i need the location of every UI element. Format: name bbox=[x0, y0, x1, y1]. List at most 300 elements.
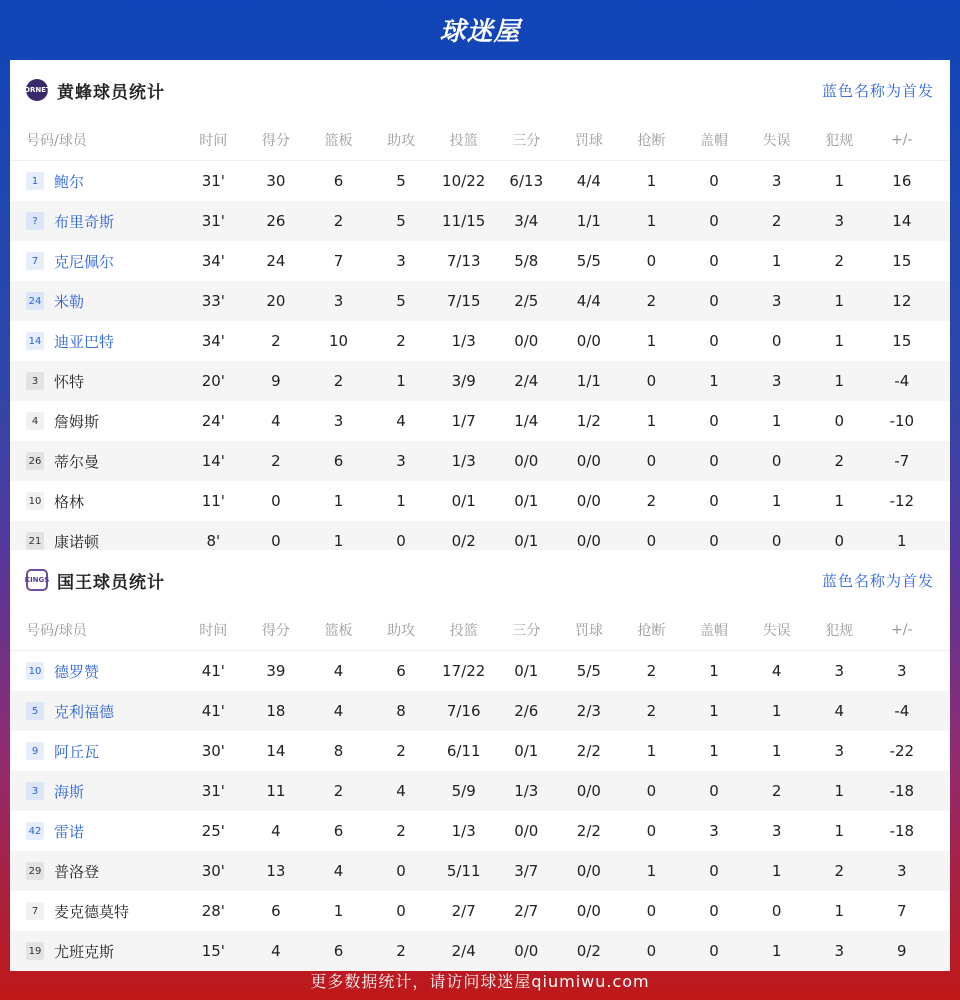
stat-cell: 0 bbox=[646, 452, 657, 470]
stat-cell: 1/3 bbox=[514, 782, 539, 800]
stat-cell: 0 bbox=[396, 902, 406, 920]
stat-cell: 1/3 bbox=[451, 452, 476, 470]
stat-cell: 8' bbox=[206, 532, 221, 550]
stat-cell: 2 bbox=[333, 782, 344, 800]
hornets-logo-icon: HORNETS bbox=[26, 79, 48, 101]
stat-cell: 1/4 bbox=[514, 412, 539, 430]
stat-cell: 6 bbox=[333, 172, 344, 190]
stat-cell: 34' bbox=[201, 332, 225, 350]
stat-cell: 2/6 bbox=[514, 702, 539, 720]
stat-cell: 1 bbox=[834, 332, 844, 350]
stat-cell: 1 bbox=[834, 372, 844, 390]
stat-cell: 0 bbox=[834, 532, 844, 550]
stat-cell: 7 bbox=[897, 902, 907, 920]
stat-cell: 10 bbox=[328, 332, 349, 350]
site-logo: 球迷屋 bbox=[439, 16, 521, 47]
stat-cell: 4 bbox=[271, 412, 281, 430]
player-row[interactable] bbox=[10, 321, 950, 361]
player-name[interactable]: 雷诺 bbox=[54, 822, 85, 841]
stat-cell: 1 bbox=[709, 742, 719, 760]
player-cell bbox=[10, 331, 182, 352]
stat-cell: 31' bbox=[201, 782, 225, 800]
player-name[interactable]: 德罗赞 bbox=[54, 662, 100, 681]
player-row[interactable] bbox=[10, 891, 950, 931]
stat-cell: 26 bbox=[266, 212, 286, 230]
stat-cell: 2/2 bbox=[576, 742, 601, 760]
stat-cell: 5 bbox=[396, 212, 406, 230]
stat-cell: 1 bbox=[771, 412, 782, 430]
player-name[interactable]: 米勒 bbox=[54, 292, 85, 311]
stat-cell: 0/0 bbox=[514, 822, 539, 840]
stat-cell: 0 bbox=[709, 212, 719, 230]
column-header: 时间 bbox=[199, 623, 228, 639]
stat-cell: 1 bbox=[709, 702, 719, 720]
stat-cell: 0 bbox=[709, 942, 719, 960]
jersey-number: 24 bbox=[26, 292, 44, 310]
section-title: 国王球员统计 bbox=[57, 572, 165, 593]
stat-cell: 6 bbox=[333, 822, 344, 840]
player-name[interactable]: 布里奇斯 bbox=[54, 212, 115, 231]
stat-cell: 3 bbox=[771, 822, 782, 840]
stat-cell: 2/3 bbox=[576, 702, 601, 720]
stat-cell: 5/9 bbox=[451, 782, 476, 800]
stat-cell: 5 bbox=[396, 172, 406, 190]
stat-cell: 5/5 bbox=[576, 252, 601, 270]
jersey-number: 1 bbox=[26, 172, 44, 190]
stat-cell: 15 bbox=[892, 332, 912, 350]
column-header: +/- bbox=[891, 132, 913, 148]
stat-cell: 0/0 bbox=[576, 782, 601, 800]
stat-cell: 0 bbox=[771, 332, 782, 350]
player-row[interactable] bbox=[10, 651, 950, 691]
player-name[interactable]: 阿丘瓦 bbox=[54, 742, 100, 761]
stat-cell: 0 bbox=[709, 172, 719, 190]
column-header: 盖帽 bbox=[700, 623, 729, 639]
starter-note: 蓝色名称为首发 bbox=[821, 571, 934, 590]
player-name[interactable]: 普洛登 bbox=[54, 862, 100, 881]
jersey-number: 3 bbox=[26, 782, 44, 800]
column-header: 时间 bbox=[199, 133, 228, 149]
stat-cell: 3 bbox=[396, 452, 406, 470]
column-header: 犯规 bbox=[825, 623, 854, 639]
stat-cell: 0 bbox=[709, 532, 719, 550]
stat-cell: 1 bbox=[771, 702, 782, 720]
stat-cell: 3 bbox=[771, 292, 782, 310]
player-name[interactable]: 尤班克斯 bbox=[54, 942, 115, 961]
stat-cell: 1/3 bbox=[451, 332, 476, 350]
column-header: 助攻 bbox=[387, 623, 416, 639]
stat-cell: 0 bbox=[646, 372, 657, 390]
stat-cell: 2 bbox=[271, 452, 281, 470]
column-header: 号码/球员 bbox=[26, 623, 87, 639]
section-title: 黄蜂球员统计 bbox=[57, 82, 165, 103]
stat-cell: 24 bbox=[266, 252, 286, 270]
stat-cell: 8 bbox=[333, 742, 344, 760]
stat-cell: 24' bbox=[201, 412, 225, 430]
player-row[interactable] bbox=[10, 201, 950, 241]
stat-cell: 2/4 bbox=[514, 372, 539, 390]
kings-stats-card bbox=[10, 550, 950, 960]
stat-cell: 11/15 bbox=[442, 212, 486, 230]
stat-cell: 7/13 bbox=[446, 252, 481, 270]
stat-cell: 4 bbox=[834, 702, 844, 720]
stat-cell: 6 bbox=[396, 662, 406, 680]
stat-cell: 30 bbox=[266, 172, 286, 190]
stat-cell: 2 bbox=[271, 332, 281, 350]
kings-logo-icon: KINGS bbox=[26, 569, 48, 591]
stat-cell: 0 bbox=[396, 532, 406, 550]
column-header: 失误 bbox=[762, 623, 791, 639]
column-header: 失误 bbox=[762, 133, 791, 149]
stat-cell: 0/0 bbox=[576, 332, 601, 350]
stat-cell: 1/7 bbox=[451, 412, 476, 430]
stat-cell: -18 bbox=[889, 822, 915, 840]
player-name[interactable]: 蒂尔曼 bbox=[54, 452, 100, 471]
column-header: 罚球 bbox=[574, 623, 603, 639]
stat-cell: 5 bbox=[396, 292, 406, 310]
stat-cell: 3 bbox=[771, 172, 782, 190]
jersey-number: 14 bbox=[26, 332, 44, 350]
stat-cell: 3 bbox=[897, 862, 907, 880]
table-header-row bbox=[10, 610, 950, 651]
starter-note: 蓝色名称为首发 bbox=[821, 81, 934, 100]
stat-cell: -22 bbox=[889, 742, 915, 760]
player-row[interactable] bbox=[10, 401, 950, 441]
stat-cell: 1 bbox=[333, 532, 344, 550]
stat-cell: 2 bbox=[333, 372, 344, 390]
stat-cell: 1 bbox=[709, 662, 719, 680]
jersey-number: 7 bbox=[26, 252, 44, 270]
stat-cell: 2 bbox=[396, 332, 406, 350]
stat-cell: 4 bbox=[271, 822, 281, 840]
jersey-number: 29 bbox=[26, 862, 44, 880]
jersey-number: 10 bbox=[26, 662, 44, 680]
stat-cell: 7 bbox=[333, 252, 344, 270]
player-row[interactable] bbox=[10, 851, 950, 891]
column-header: 盖帽 bbox=[700, 133, 729, 149]
stat-cell: 0 bbox=[709, 412, 719, 430]
stat-cell: 2 bbox=[646, 702, 657, 720]
column-header: 篮板 bbox=[324, 133, 353, 149]
column-header: 篮板 bbox=[324, 623, 353, 639]
stat-cell: 2/4 bbox=[451, 942, 476, 960]
stat-cell: 31' bbox=[201, 172, 225, 190]
stat-cell: 7/16 bbox=[446, 702, 481, 720]
jersey-number: 26 bbox=[26, 452, 44, 470]
stat-cell: 5/5 bbox=[576, 662, 601, 680]
stats-table bbox=[10, 610, 950, 971]
player-row[interactable] bbox=[10, 281, 950, 321]
stat-cell: 1 bbox=[396, 492, 406, 510]
stat-cell: 0/0 bbox=[514, 332, 539, 350]
player-name[interactable]: 鲍尔 bbox=[54, 172, 85, 191]
column-header: 抢断 bbox=[637, 133, 666, 149]
player-row[interactable] bbox=[10, 361, 950, 401]
stat-cell: 0/0 bbox=[576, 492, 601, 510]
stat-cell: -10 bbox=[889, 412, 915, 430]
player-row[interactable] bbox=[10, 691, 950, 731]
stat-cell: 18 bbox=[266, 702, 286, 720]
player-cell bbox=[10, 491, 182, 512]
player-row[interactable] bbox=[10, 441, 950, 481]
column-header: 助攻 bbox=[387, 133, 416, 149]
stat-cell: 0 bbox=[646, 902, 657, 920]
stat-cell: 0/0 bbox=[576, 902, 601, 920]
stat-cell: 2/7 bbox=[451, 902, 476, 920]
player-cell bbox=[10, 291, 182, 312]
stat-cell: 14 bbox=[266, 742, 286, 760]
player-row[interactable] bbox=[10, 161, 950, 201]
stat-cell: 0 bbox=[709, 292, 719, 310]
footer-link[interactable]: 更多数据统计，请访问球迷屋qiumiwu.com bbox=[310, 971, 650, 991]
stat-cell: 12 bbox=[892, 292, 912, 310]
stat-cell: 4/4 bbox=[576, 172, 601, 190]
stat-cell: 7/15 bbox=[446, 292, 481, 310]
stat-cell: 2 bbox=[646, 292, 657, 310]
stat-cell: 0/1 bbox=[451, 492, 476, 510]
stat-cell: 20 bbox=[266, 292, 286, 310]
stat-cell: 3/4 bbox=[514, 212, 539, 230]
stat-cell: 9 bbox=[897, 942, 907, 960]
player-name[interactable]: 迪亚巴特 bbox=[54, 332, 115, 351]
stat-cell: 1 bbox=[771, 862, 782, 880]
stat-cell: 0 bbox=[709, 862, 719, 880]
stat-cell: 0 bbox=[709, 452, 719, 470]
player-cell bbox=[10, 171, 182, 192]
stat-cell: 1 bbox=[646, 412, 657, 430]
stat-cell: 0/2 bbox=[451, 532, 476, 550]
player-name[interactable]: 麦克德莫特 bbox=[54, 902, 130, 921]
stat-cell: -7 bbox=[894, 452, 910, 470]
stat-cell: 3/7 bbox=[514, 862, 539, 880]
player-row[interactable] bbox=[10, 771, 950, 811]
stat-cell: 4 bbox=[333, 702, 344, 720]
stat-cell: 1/1 bbox=[576, 212, 601, 230]
section-header bbox=[10, 550, 950, 610]
player-cell bbox=[10, 661, 182, 682]
table-header-row bbox=[10, 120, 950, 161]
stat-cell: 2 bbox=[771, 782, 782, 800]
player-row[interactable] bbox=[10, 481, 950, 521]
stat-cell: 41' bbox=[201, 702, 225, 720]
stat-cell: 2 bbox=[396, 822, 406, 840]
column-header: 得分 bbox=[261, 623, 290, 639]
column-header: 投篮 bbox=[449, 133, 478, 149]
stat-cell: 0 bbox=[709, 252, 719, 270]
column-header: +/- bbox=[891, 622, 913, 638]
stat-cell: 0 bbox=[709, 492, 719, 510]
stat-cell: 1/3 bbox=[451, 822, 476, 840]
stat-cell: 0/1 bbox=[514, 662, 539, 680]
stat-cell: 14 bbox=[892, 212, 912, 230]
stat-cell: 25' bbox=[201, 822, 225, 840]
stat-cell: 1 bbox=[834, 822, 844, 840]
stat-cell: 11' bbox=[201, 492, 225, 510]
stat-cell: 3 bbox=[333, 412, 344, 430]
stat-cell: 2 bbox=[646, 492, 657, 510]
player-cell bbox=[10, 741, 182, 762]
stat-cell: 2 bbox=[834, 862, 844, 880]
stat-cell: 0/0 bbox=[576, 862, 601, 880]
column-header: 得分 bbox=[261, 133, 290, 149]
stat-cell: 28' bbox=[201, 902, 225, 920]
stat-cell: 4 bbox=[333, 862, 344, 880]
column-header: 犯规 bbox=[825, 133, 854, 149]
stat-cell: 0/0 bbox=[576, 452, 601, 470]
player-cell bbox=[10, 941, 182, 962]
stat-cell: 0 bbox=[646, 822, 657, 840]
hornets-stats-card bbox=[10, 60, 950, 550]
stat-cell: 3/9 bbox=[451, 372, 476, 390]
stat-cell: 39 bbox=[266, 662, 286, 680]
stat-cell: 0 bbox=[771, 452, 782, 470]
stat-cell: 2 bbox=[333, 212, 344, 230]
stat-cell: 2 bbox=[396, 742, 406, 760]
stat-cell: 6/11 bbox=[446, 742, 481, 760]
stat-cell: 0 bbox=[709, 902, 719, 920]
jersey-number: 21 bbox=[26, 532, 44, 550]
stat-cell: 1 bbox=[834, 172, 844, 190]
stat-cell: 6/13 bbox=[509, 172, 544, 190]
column-header: 投篮 bbox=[449, 623, 478, 639]
section-header bbox=[10, 60, 950, 120]
stat-cell: 0/1 bbox=[514, 532, 539, 550]
jersey-number: 10 bbox=[26, 492, 44, 510]
column-header: 三分 bbox=[512, 623, 541, 639]
jersey-number: 3 bbox=[26, 372, 44, 390]
stat-cell: 5/11 bbox=[446, 862, 481, 880]
stat-cell: 6 bbox=[333, 942, 344, 960]
stat-cell: 20' bbox=[201, 372, 225, 390]
stat-cell: 3 bbox=[834, 212, 844, 230]
stat-cell: 1 bbox=[646, 862, 657, 880]
stat-cell: 6 bbox=[271, 902, 281, 920]
stat-cell: 1 bbox=[333, 492, 344, 510]
stat-cell: 11 bbox=[266, 782, 286, 800]
player-cell bbox=[10, 781, 182, 802]
player-name[interactable]: 克尼佩尔 bbox=[54, 252, 115, 271]
column-header: 三分 bbox=[512, 133, 541, 149]
player-name[interactable]: 詹姆斯 bbox=[54, 412, 100, 431]
stat-cell: 1 bbox=[771, 492, 782, 510]
stat-cell: 4 bbox=[271, 942, 281, 960]
stat-cell: 5/8 bbox=[514, 252, 539, 270]
player-name[interactable]: 康诺顿 bbox=[54, 532, 100, 551]
jersey-number: 9 bbox=[26, 742, 44, 760]
stat-cell: 0/0 bbox=[514, 452, 539, 470]
stat-cell: 2/2 bbox=[576, 822, 601, 840]
stat-cell: 2/5 bbox=[514, 292, 539, 310]
stat-cell: 0 bbox=[771, 902, 782, 920]
stat-cell: 8 bbox=[396, 702, 406, 720]
stat-cell: 0/1 bbox=[514, 742, 539, 760]
stat-cell: 0 bbox=[709, 332, 719, 350]
stat-cell: 1 bbox=[709, 372, 719, 390]
stat-cell: 0 bbox=[646, 782, 657, 800]
stat-cell: 0/0 bbox=[576, 532, 601, 550]
column-header: 号码/球员 bbox=[26, 133, 87, 149]
jersey-number: 5 bbox=[26, 702, 44, 720]
stat-cell: 0 bbox=[834, 412, 844, 430]
stat-cell: 4/4 bbox=[576, 292, 601, 310]
jersey-number: 7 bbox=[26, 902, 44, 920]
stat-cell: 16 bbox=[892, 172, 912, 190]
stat-cell: 1/1 bbox=[576, 372, 601, 390]
stat-cell: 4 bbox=[333, 662, 344, 680]
column-header: 罚球 bbox=[574, 133, 603, 149]
stat-cell: 2 bbox=[834, 452, 844, 470]
player-cell bbox=[10, 901, 182, 922]
stat-cell: 15' bbox=[201, 942, 225, 960]
stat-cell: 1/2 bbox=[576, 412, 601, 430]
stat-cell: 33' bbox=[201, 292, 225, 310]
stat-cell: 1 bbox=[646, 332, 657, 350]
stat-cell: 3 bbox=[834, 742, 844, 760]
stat-cell: 1 bbox=[834, 782, 844, 800]
player-row[interactable] bbox=[10, 811, 950, 851]
stat-cell: 0 bbox=[271, 492, 281, 510]
stat-cell: -4 bbox=[894, 372, 910, 390]
player-cell bbox=[10, 251, 182, 272]
stat-cell: 1 bbox=[646, 212, 657, 230]
stat-cell: 1 bbox=[771, 742, 782, 760]
stat-cell: 13 bbox=[266, 862, 286, 880]
stat-cell: 3 bbox=[771, 372, 782, 390]
player-name[interactable]: 克利福德 bbox=[54, 702, 115, 721]
stat-cell: 2/7 bbox=[514, 902, 539, 920]
stat-cell: 30' bbox=[201, 742, 225, 760]
player-name[interactable]: 海斯 bbox=[54, 782, 85, 801]
stat-cell: 30' bbox=[201, 862, 225, 880]
jersey-number: 19 bbox=[26, 942, 44, 960]
stat-cell: 1 bbox=[646, 742, 657, 760]
stat-cell: 3 bbox=[709, 822, 719, 840]
stat-cell: 10/22 bbox=[442, 172, 486, 190]
stat-cell: 2 bbox=[646, 662, 657, 680]
player-name[interactable]: 怀特 bbox=[54, 372, 85, 391]
stat-cell: 1 bbox=[834, 292, 844, 310]
stat-cell: 0 bbox=[646, 942, 657, 960]
player-cell bbox=[10, 371, 182, 392]
stat-cell: 17/22 bbox=[442, 662, 486, 680]
stat-cell: 31' bbox=[201, 212, 225, 230]
stat-cell: 1 bbox=[834, 902, 844, 920]
stat-cell: 2 bbox=[771, 212, 782, 230]
player-cell bbox=[10, 861, 182, 882]
player-row[interactable] bbox=[10, 241, 950, 281]
column-header: 抢断 bbox=[637, 623, 666, 639]
stat-cell: 4 bbox=[396, 412, 406, 430]
jersey-number: 42 bbox=[26, 822, 44, 840]
stat-cell: 1 bbox=[646, 172, 657, 190]
player-cell bbox=[10, 411, 182, 432]
stat-cell: 3 bbox=[834, 942, 844, 960]
stat-cell: 1 bbox=[771, 942, 782, 960]
stat-cell: 0/2 bbox=[576, 942, 601, 960]
stat-cell: 9 bbox=[271, 372, 281, 390]
player-name[interactable]: 格林 bbox=[54, 492, 85, 511]
stat-cell: 0 bbox=[646, 532, 657, 550]
stat-cell: 14' bbox=[201, 452, 225, 470]
stat-cell: 0/0 bbox=[514, 942, 539, 960]
player-cell bbox=[10, 821, 182, 842]
stat-cell: 0 bbox=[771, 532, 782, 550]
stat-cell: -12 bbox=[889, 492, 915, 510]
stat-cell: 1 bbox=[396, 372, 406, 390]
player-cell bbox=[10, 211, 182, 232]
stat-cell: 2 bbox=[834, 252, 844, 270]
player-row[interactable] bbox=[10, 731, 950, 771]
